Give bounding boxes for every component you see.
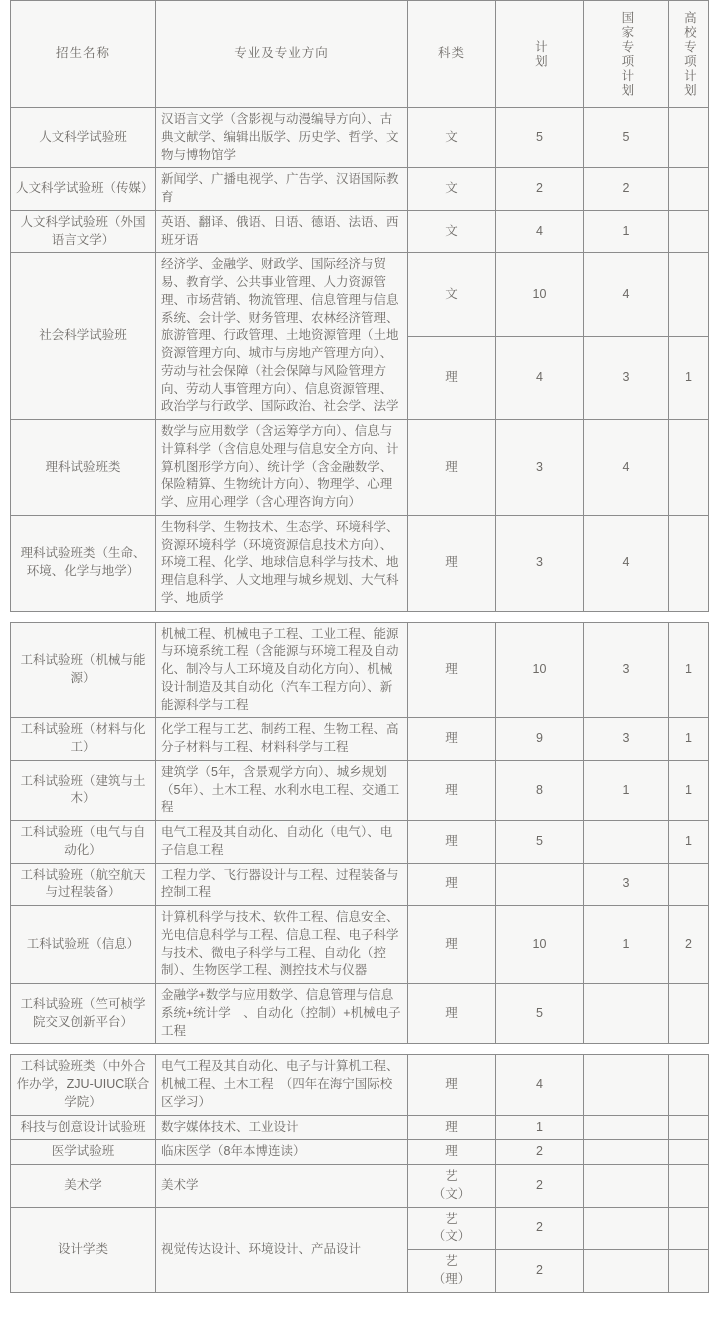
cell-plan: 9 bbox=[496, 718, 584, 761]
cell-major-list: 化学工程与工艺、制药工程、生物工程、高分子材料与工程、材料科学与工程 bbox=[156, 718, 408, 761]
table-row bbox=[11, 863, 709, 906]
cell-program-name: 工科试验班（材料与化工） bbox=[11, 718, 156, 761]
header-cell-name: 招生名称 bbox=[11, 1, 156, 108]
cell-major-list: 金融学+数学与应用数学、信息管理与信息系统+统计学 、自动化（控制）+机械电子工程 bbox=[156, 984, 408, 1044]
cell-plan bbox=[496, 863, 584, 906]
cell-university-special bbox=[669, 1055, 709, 1115]
table-row bbox=[11, 515, 709, 611]
cell-university-special: 1 bbox=[669, 622, 709, 718]
cell-university-special bbox=[669, 108, 709, 168]
header-row bbox=[11, 1, 709, 108]
cell-university-special bbox=[669, 420, 709, 516]
cell-category: 文 bbox=[408, 210, 496, 253]
cell-major-list: 汉语言文学（含影视与动漫编导方向）、古典文献学、编辑出版学、历史学、哲学、文物与博物馆学 bbox=[156, 108, 408, 168]
cell-major-list: 英语、翻译、俄语、日语、德语、法语、西班牙语 bbox=[156, 210, 408, 253]
table-row bbox=[11, 420, 709, 516]
cell-program-name: 工科试验班（机械与能源） bbox=[11, 622, 156, 718]
cell-plan: 3 bbox=[496, 420, 584, 516]
cell-program-name: 设计学类 bbox=[11, 1207, 156, 1292]
cell-major-list: 经济学、金融学、财政学、国际经济与贸易、教育学、公共事业管理、人力资源管理、市场营销、物流管理、信息管理与信息系统、会计学、财务管理、农林经济管理、旅游管理、行政管理、土地资源管理（土地资源管理方向、城市与房地产管理方向）、劳动与社会保障（社会保障与风险管理方向、劳动人事管理方向）、信息资源管理、政治学与行政学、国际政治、社会学、法学 bbox=[156, 253, 408, 420]
cell-major-list: 临床医学（8年本博连读） bbox=[156, 1140, 408, 1165]
table-row bbox=[11, 984, 709, 1044]
cell-university-special bbox=[669, 515, 709, 611]
cell-category: 艺 （理） bbox=[408, 1250, 496, 1293]
cell-university-special: 1 bbox=[669, 336, 709, 419]
cell-major-list: 计算机科学与技术、软件工程、信息安全、光电信息科学与工程、信息工程、电子科学与技术、微电子科学与工程、自动化（控制）、生物医学工程、测控技术与仪器 bbox=[156, 906, 408, 984]
table-row bbox=[11, 108, 709, 168]
cell-program-name: 工科试验班（建筑与土木） bbox=[11, 760, 156, 820]
cell-program-name: 人文科学试验班 bbox=[11, 108, 156, 168]
cell-program-name: 理科试验班类 bbox=[11, 420, 156, 516]
cell-major-list: 机械工程、机械电子工程、工业工程、能源与环境系统工程（含能源与环境工程及自动化、制冷与人工环境及自动化方向）、机械设计制造及其自动化（汽车工程方向）、新能源科学与工程 bbox=[156, 622, 408, 718]
cell-category: 理 bbox=[408, 718, 496, 761]
cell-program-name: 工科试验班（电气与自动化） bbox=[11, 821, 156, 864]
table-section-1 bbox=[10, 0, 708, 612]
section-separator-1 bbox=[0, 612, 718, 622]
cell-national-special bbox=[584, 1055, 669, 1115]
cell-national-special: 5 bbox=[584, 108, 669, 168]
cell-category: 理 bbox=[408, 984, 496, 1044]
cell-university-special bbox=[669, 253, 709, 336]
cell-national-special: 1 bbox=[584, 906, 669, 984]
cell-university-special bbox=[669, 1140, 709, 1165]
cell-category: 艺 （文） bbox=[408, 1165, 496, 1208]
cell-university-special bbox=[669, 168, 709, 211]
header-cell-national-special-label: 国家专项计划 bbox=[619, 10, 634, 98]
cell-national-special: 4 bbox=[584, 253, 669, 336]
cell-category: 文 bbox=[408, 108, 496, 168]
cell-national-special: 3 bbox=[584, 336, 669, 419]
cell-major-list: 数学与应用数学（含运筹学方向）、信息与计算科学（含信息处理与信息安全方向、计算机图形学方向）、统计学（含金融数学、保险精算、生物统计方向）、物理学、心理学、应用心理学（含心理咨询方向） bbox=[156, 420, 408, 516]
cell-plan: 4 bbox=[496, 336, 584, 419]
table-row bbox=[11, 760, 709, 820]
table-row bbox=[11, 1115, 709, 1140]
cell-program-name: 人文科学试验班（外国语言文学） bbox=[11, 210, 156, 253]
cell-plan: 2 bbox=[496, 1165, 584, 1208]
cell-program-name: 工科试验班（竺可桢学院交叉创新平台） bbox=[11, 984, 156, 1044]
cell-category: 理 bbox=[408, 906, 496, 984]
table-row bbox=[11, 1140, 709, 1165]
admissions-plan-table-part1 bbox=[10, 0, 709, 612]
cell-plan: 2 bbox=[496, 1250, 584, 1293]
cell-major-list: 电气工程及其自动化、自动化（电气）、电子信息工程 bbox=[156, 821, 408, 864]
cell-category: 理 bbox=[408, 622, 496, 718]
table-header bbox=[11, 1, 709, 108]
table-row bbox=[11, 210, 709, 253]
cell-national-special: 3 bbox=[584, 718, 669, 761]
cell-university-special: 1 bbox=[669, 821, 709, 864]
cell-university-special bbox=[669, 1165, 709, 1208]
cell-university-special: 2 bbox=[669, 906, 709, 984]
cell-category: 理 bbox=[408, 1115, 496, 1140]
cell-category: 理 bbox=[408, 336, 496, 419]
table-section-2 bbox=[10, 622, 708, 1045]
cell-major-list: 生物科学、生物技术、生态学、环境科学、资源环境科学（环境资源信息技术方向）、环境工程、化学、地球信息科学与技术、地理信息科学、人文地理与城乡规划、大气科学、地质学 bbox=[156, 515, 408, 611]
table-row bbox=[11, 168, 709, 211]
cell-national-special: 4 bbox=[584, 515, 669, 611]
cell-national-special: 2 bbox=[584, 168, 669, 211]
cell-category: 理 bbox=[408, 1140, 496, 1165]
table-row bbox=[11, 821, 709, 864]
header-cell-plan bbox=[496, 1, 584, 108]
cell-university-special bbox=[669, 1250, 709, 1293]
cell-major-list: 电气工程及其自动化、电子与计算机工程、机械工程、土木工程 （四年在海宁国际校区学习） bbox=[156, 1055, 408, 1115]
cell-plan: 8 bbox=[496, 760, 584, 820]
cell-category: 理 bbox=[408, 1055, 496, 1115]
cell-program-name: 工科试验班（航空航天与过程装备） bbox=[11, 863, 156, 906]
cell-category: 理 bbox=[408, 420, 496, 516]
table-body-part1 bbox=[11, 108, 709, 612]
cell-major-list: 数字媒体技术、工业设计 bbox=[156, 1115, 408, 1140]
cell-plan: 10 bbox=[496, 253, 584, 336]
cell-plan: 5 bbox=[496, 108, 584, 168]
admissions-plan-table-part3 bbox=[10, 1054, 709, 1292]
table-body-part2 bbox=[11, 622, 709, 1044]
cell-university-special bbox=[669, 1115, 709, 1140]
cell-plan: 4 bbox=[496, 210, 584, 253]
table-row bbox=[11, 1207, 709, 1250]
admissions-plan-table-part2 bbox=[10, 622, 709, 1045]
cell-national-special: 1 bbox=[584, 760, 669, 820]
table-row bbox=[11, 906, 709, 984]
cell-national-special bbox=[584, 821, 669, 864]
cell-national-special bbox=[584, 1207, 669, 1250]
section-separator-2 bbox=[0, 1044, 718, 1054]
cell-national-special bbox=[584, 1140, 669, 1165]
header-cell-category: 科类 bbox=[408, 1, 496, 108]
cell-category: 文 bbox=[408, 253, 496, 336]
header-cell-major: 专业及专业方向 bbox=[156, 1, 408, 108]
cell-major-list: 工程力学、飞行器设计与工程、过程装备与控制工程 bbox=[156, 863, 408, 906]
cell-plan: 2 bbox=[496, 1207, 584, 1250]
cell-category: 理 bbox=[408, 515, 496, 611]
cell-national-special bbox=[584, 1115, 669, 1140]
cell-program-name: 理科试验班类（生命、环境、化学与地学） bbox=[11, 515, 156, 611]
header-cell-university-special-label: 高校专项计划 bbox=[682, 10, 697, 98]
cell-program-name: 社会科学试验班 bbox=[11, 253, 156, 420]
table-body-part3 bbox=[11, 1055, 709, 1292]
cell-major-list: 新闻学、广播电视学、广告学、汉语国际教育 bbox=[156, 168, 408, 211]
cell-plan: 2 bbox=[496, 1140, 584, 1165]
cell-plan: 4 bbox=[496, 1055, 584, 1115]
header-cell-national-special bbox=[584, 1, 669, 108]
cell-university-special bbox=[669, 210, 709, 253]
cell-university-special bbox=[669, 863, 709, 906]
cell-university-special: 1 bbox=[669, 760, 709, 820]
cell-major-list: 视觉传达设计、环境设计、产品设计 bbox=[156, 1207, 408, 1292]
cell-category: 艺 （文） bbox=[408, 1207, 496, 1250]
cell-national-special: 1 bbox=[584, 210, 669, 253]
cell-category: 理 bbox=[408, 863, 496, 906]
cell-major-list: 建筑学（5年，含景观学方向）、城乡规划（5年）、土木工程、水利水电工程、交通工程 bbox=[156, 760, 408, 820]
cell-national-special bbox=[584, 1165, 669, 1208]
header-cell-plan-label: 计划 bbox=[533, 39, 548, 69]
cell-plan: 3 bbox=[496, 515, 584, 611]
cell-program-name: 工科试验班（信息） bbox=[11, 906, 156, 984]
cell-university-special bbox=[669, 984, 709, 1044]
cell-national-special: 3 bbox=[584, 863, 669, 906]
cell-program-name: 医学试验班 bbox=[11, 1140, 156, 1165]
cell-program-name: 科技与创意设计试验班 bbox=[11, 1115, 156, 1140]
cell-program-name: 人文科学试验班（传媒） bbox=[11, 168, 156, 211]
cell-university-special bbox=[669, 1207, 709, 1250]
cell-plan: 2 bbox=[496, 168, 584, 211]
table-row bbox=[11, 1055, 709, 1115]
cell-category: 文 bbox=[408, 168, 496, 211]
cell-major-list: 美术学 bbox=[156, 1165, 408, 1208]
cell-national-special bbox=[584, 1250, 669, 1293]
cell-university-special: 1 bbox=[669, 718, 709, 761]
cell-national-special: 3 bbox=[584, 622, 669, 718]
cell-program-name: 美术学 bbox=[11, 1165, 156, 1208]
table-row bbox=[11, 718, 709, 761]
cell-national-special bbox=[584, 984, 669, 1044]
cell-plan: 5 bbox=[496, 984, 584, 1044]
table-row bbox=[11, 253, 709, 336]
cell-category: 理 bbox=[408, 760, 496, 820]
cell-plan: 10 bbox=[496, 622, 584, 718]
cell-program-name: 工科试验班类（中外合作办学，ZJU-UIUC联合学院） bbox=[11, 1055, 156, 1115]
cell-category: 理 bbox=[408, 821, 496, 864]
cell-plan: 10 bbox=[496, 906, 584, 984]
cell-national-special: 4 bbox=[584, 420, 669, 516]
cell-plan: 1 bbox=[496, 1115, 584, 1140]
table-row bbox=[11, 1165, 709, 1208]
cell-plan: 5 bbox=[496, 821, 584, 864]
table-row bbox=[11, 622, 709, 718]
header-cell-university-special bbox=[669, 1, 709, 108]
table-section-3 bbox=[10, 1054, 708, 1292]
